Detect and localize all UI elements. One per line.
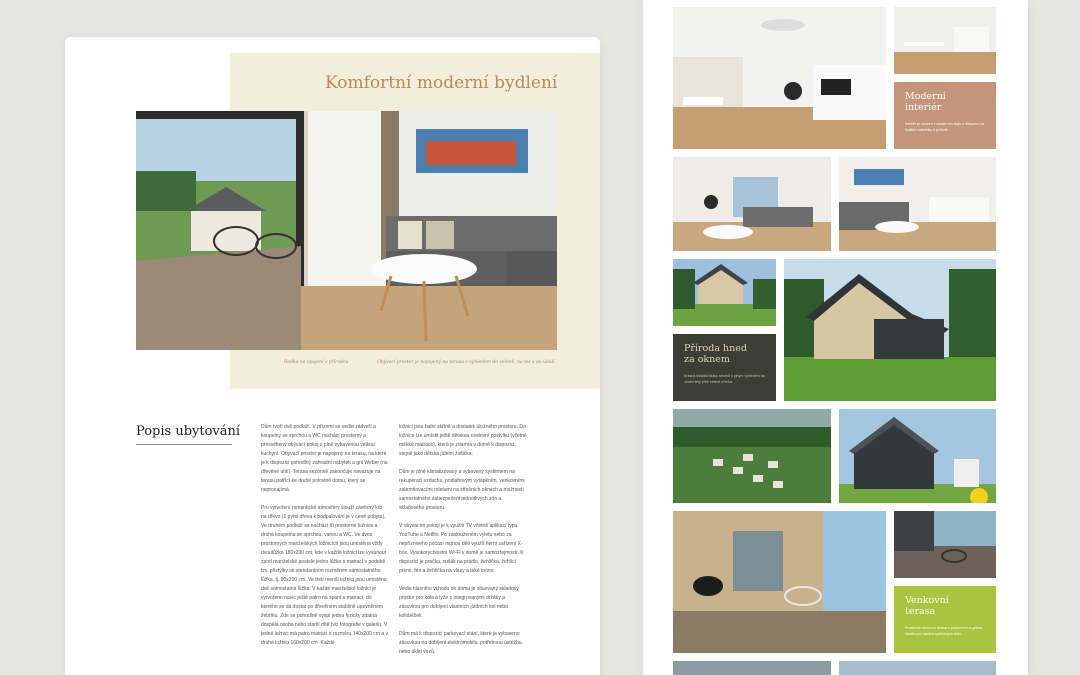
panel-text: Interiér je zařízen v moderním stylu s důrazem na kvalitní materiály a pohodlí.	[905, 122, 984, 132]
photo-caption-left: Rodka na opojení s přírodou	[284, 360, 349, 365]
panel-text: Krásná lokalita blízko stromů s plným výhledem na okolní lesy plné zeleně a ticha.	[684, 374, 765, 384]
section-rule	[136, 444, 232, 445]
photo-bottom-right	[839, 661, 996, 675]
paragraph: V obývacím pokoji je k využití TV včetně aplikací typu YouTube a Netflix. Po zaslouženém výletu nebo za nepříznivého počasí mohou děti využít herní zařízení X-box. Vysokorychlostní Wi-Fi v domě je samozřejmostí. K dispozici je pračka, sušák na prádlo, žehlička, žehlící prkno, fén a žehlička na vlasy a také trezor.	[399, 523, 524, 574]
photo-dining	[894, 7, 996, 74]
text-column-2	[399, 423, 527, 666]
photo-sofa-dining	[839, 157, 996, 251]
panel-title-line: interiér	[905, 102, 942, 113]
photo-house-dark	[839, 409, 996, 503]
photo-terrace-furniture	[894, 511, 996, 578]
paragraph: Dům má k dispozici parkovací stání, které je vybaveno zásuvkou na dobíjení elektromobilu, potřebnou ústrižbu, nebo úklid vozů.	[399, 631, 523, 655]
text-column-1	[261, 423, 389, 657]
photo-house-large	[784, 259, 996, 401]
photo-living-room-2	[673, 157, 831, 251]
photo-village-aerial	[673, 409, 831, 503]
paragraph: Vedle hlavního vchodu do domu je situovaný skladový prostor pro kola a lyže s integrovanými držáky a zásuvkou pro dobíjení vlastních jízdních kol nebo koloběžek.	[399, 586, 519, 619]
photo-bottom-left	[673, 661, 831, 675]
photo-caption-right: Obývací prostor je napojený na terasu s výhledem do zeleně, na les a do údolí	[377, 360, 555, 365]
paragraph: Dům tvoří dvě podlaží. V přízemí se vedle zádveří a koupelny se sprchou a WC nachází prostorný a prosvětlený obývací pokoj s plně vybavenou velkou kuchyní. Obývací prostor je napojený na terasu, na které je k dispozici pohodlný zahradní nábytek a gril Weber (na dřevěné uhlí). Terasa sezónně zakončuje navazuje na terasu patřící ke druhé polovině domu, který se nepronajímá.	[261, 424, 388, 493]
panel-nature	[673, 334, 776, 401]
panel-title-line: za oknem	[684, 354, 730, 365]
brochure-right-page	[643, 0, 1028, 675]
photo-living-kitchen	[673, 7, 886, 149]
paragraph: ložnici jsou balní skříně a dostatek úložného prostoru. Do ložnice lze umístit ještě dětskou cestovní postýlku (včetně měkké matrace), která je zdarma v domě k dispozici, stejně jako dětská jídelní židlička.	[399, 424, 527, 457]
photo-terrace-grill	[673, 511, 886, 653]
living-room-photo	[136, 111, 557, 350]
brochure-left-page	[65, 37, 600, 675]
panel-title-line: Příroda hned	[684, 343, 747, 354]
panel-text: Prostorná venkovní terasa s posezením a grilem, ideální pro trávení společných chvil.	[905, 626, 984, 636]
panel-modern-interior	[894, 82, 996, 149]
hero-title: Komfortní moderní bydlení	[325, 73, 558, 93]
panel-title-line: Moderní	[905, 91, 946, 102]
panel-outdoor-terrace	[894, 586, 996, 653]
panel-title-line: terasa	[905, 606, 936, 617]
section-title: Popis ubytování	[136, 424, 241, 439]
paragraph: Pro vytvoření romantické atmosféry slouží závěsný krb na dřevo (1 pytel dřeva k podpalování je v ceně pobytu). Ve druhém podlaží se nachází tři prostorné ložnice a druhá koupelna se sprchou, vanou a WC. Ve dvou prostorných manželských ložnicích jsou umístěna vždy dvoulůžko 180x200 cm, kde v každé ložnici lze vysunout zpod manželské postele jedno lůžko s matrací v podobě tzv. přistýlky se standardním rozměrem samostatného lůžka, tj. 90x200 cm. Ve třetí menší ložnici jsou umístěna dvě samostatná lůžka. V každé manželské ložnici je vytvořeno navíc ještě patro na spaní s matrací, do kterého se dá dostat po dřevěném stabilně upevněném žebříku. Zde se pohodlně vyspí jedna fyzicky zdatná dospělá osoba nebo starší dítě (viz fotografie v galerii). V jedné ložnici má patro matraci o rozměru 140x200 cm a v druhé ložnici 160x200 cm. Každé	[261, 505, 389, 646]
photo-house-exterior	[673, 259, 776, 326]
paragraph: Dům je plně klimatizovaný a vybavený systémem na rekuperaci vzduchu, podlahovým vytápěním, venkovními zatemňovacími roletami na střešních oknech a možností samostatného zabezpečení jednotlivých zón a skladového prostoru.	[399, 469, 525, 511]
panel-title-line: Venkovní	[905, 595, 949, 606]
